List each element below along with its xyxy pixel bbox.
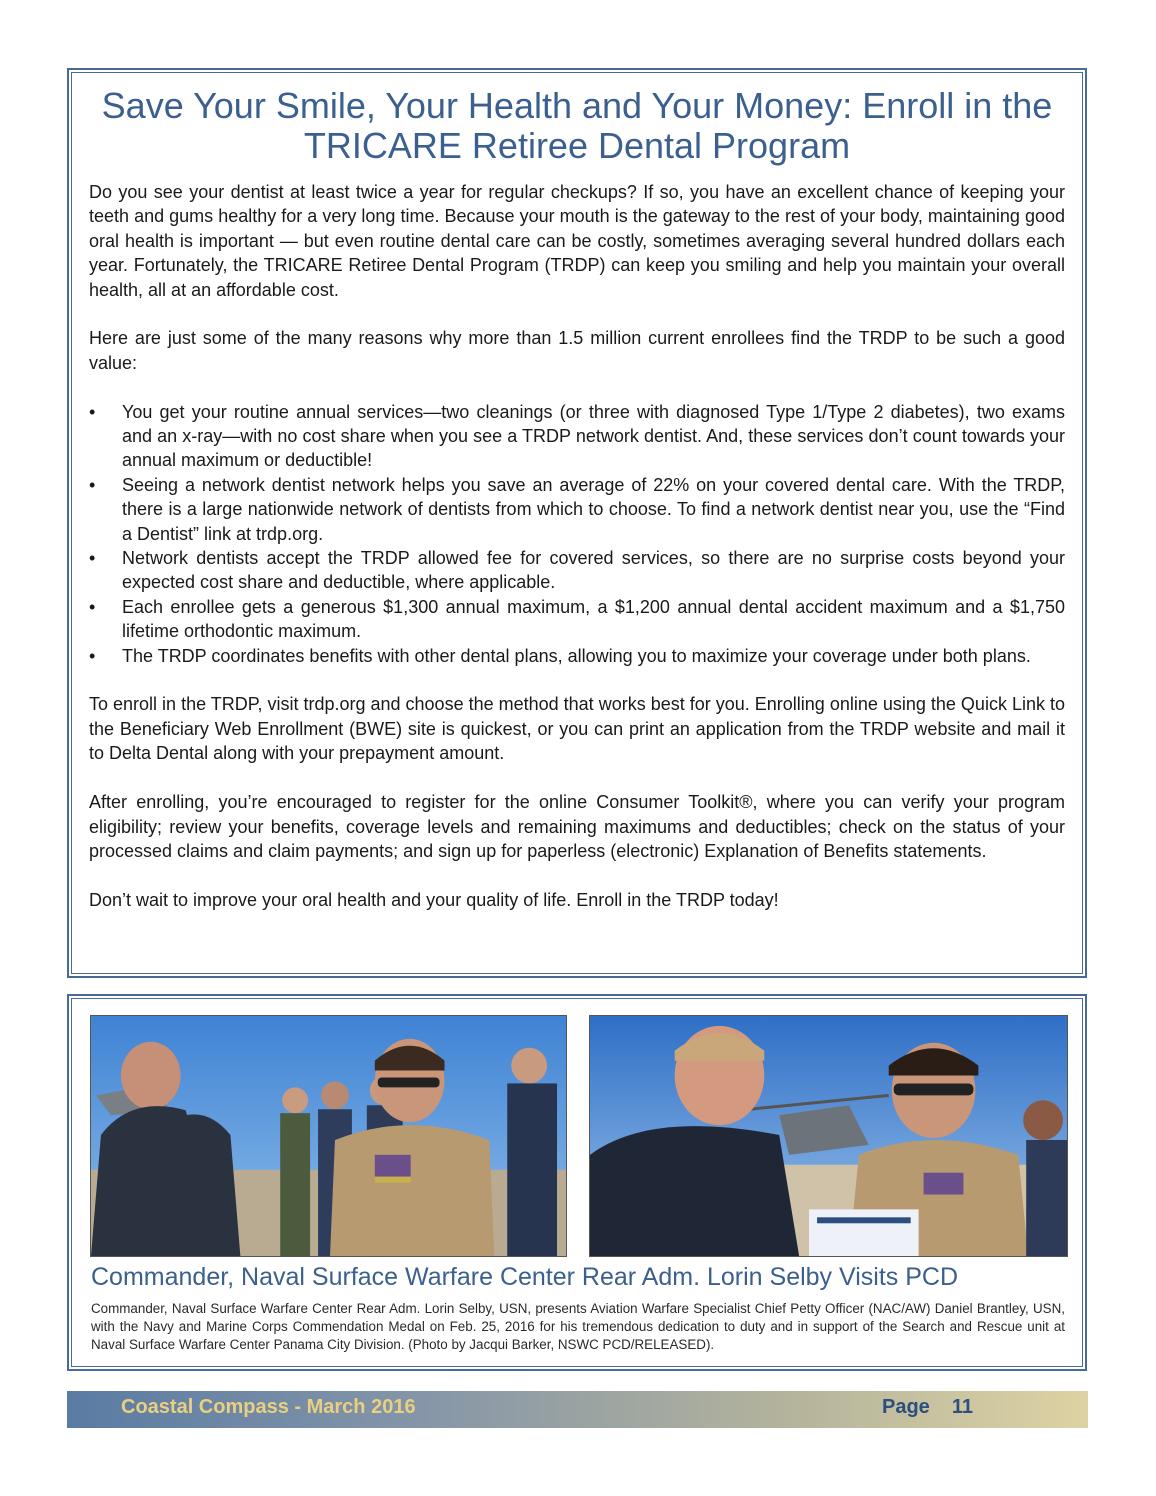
article-paragraph: Here are just some of the many reasons why more than 1.5 million current enrollees find the TRDP to be such a good value: bbox=[89, 328, 1065, 373]
article-paragraph: Do you see your dentist at least twice a year for regular checkups? If so, you have an excellent chance of keeping your teeth and gums healthy for a very long time. Because your mouth is the gateway to the rest of your body, maintaining good oral health is important — but even routine dental care can be costly, sometimes averaging several hundred dollars each year. Fortunately, the TRICARE Retiree Dental Program (TRDP) can keep you smiling and help you maintain your overall health, all at an affordable cost. bbox=[89, 182, 1065, 300]
publication-name: Coastal Compass - March 2016 bbox=[121, 1396, 416, 1418]
list-item-text: The TRDP coordinates benefits with other dental plans, allowing you to maximize your coverage under both plans. bbox=[122, 645, 1031, 666]
list-item bbox=[89, 546, 1065, 595]
page-label: Page bbox=[882, 1396, 930, 1418]
list-item-text: Each enrollee gets a generous $1,300 annual maximum, a $1,200 annual dental accident maximum and a $1,750 lifetime orthodontic maximum. bbox=[122, 596, 1065, 642]
ceremony-photo-left bbox=[90, 1015, 567, 1257]
photo-feature-box bbox=[67, 994, 1087, 1371]
page-number-block bbox=[882, 1396, 973, 1419]
article-body bbox=[89, 180, 1065, 937]
bullet-icon: • bbox=[89, 645, 96, 666]
caption-title: Commander, Naval Surface Warfare Center Rear Adm. Lorin Selby Visits PCD bbox=[91, 1263, 959, 1291]
list-item bbox=[89, 644, 1065, 668]
page-footer bbox=[67, 1391, 1088, 1428]
bullet-icon: • bbox=[89, 401, 96, 422]
article-paragraph: Don’t wait to improve your oral health and your quality of life. Enroll in the TRDP today! bbox=[89, 889, 779, 910]
bullet-icon: • bbox=[89, 548, 96, 569]
page-number: 11 bbox=[951, 1396, 973, 1418]
article-paragraph: To enroll in the TRDP, visit trdp.org and choose the method that works best for you. Enrolling online using the Quick Link to the Beneficiary Web Enrollment (BWE) site is quickest, or you can print an application from the TRDP website and mail it to Delta Dental along with your prepayment amount. bbox=[89, 694, 1065, 764]
benefits-list bbox=[89, 400, 1065, 668]
list-item-text: Network dentists accept the TRDP allowed fee for covered services, so there are no surprise costs beyond your expected cost share and deductible, where applicable. bbox=[122, 548, 1065, 593]
list-item bbox=[89, 400, 1065, 473]
bullet-icon: • bbox=[89, 596, 96, 617]
article-title: Save Your Smile, Your Health and Your Money: Enroll in the TRICARE Retiree Dental Program bbox=[101, 85, 1053, 166]
article-paragraph: After enrolling, you’re encouraged to register for the online Consumer Toolkit®, where you can verify your program eligibility; review your benefits, coverage levels and remaining maximums and deductibles; check on the status of your processed claims and claim payments; and sign up for paperless (electronic) Explanation of Benefits statements. bbox=[89, 792, 1065, 861]
list-item-text: Seeing a network dentist network helps you save an average of 22% on your covered dental care. With the TRDP, there is a large nationwide network of dentists from which to choose. To find a network dentist near you, use the “Find a Dentist” link at trdp.org. bbox=[122, 474, 1065, 544]
list-item bbox=[89, 595, 1065, 644]
list-item-text: You get your routine annual services—two cleanings (or three with diagnosed Type 1/Type 2 diabetes), two exams and an x-ray—with no cost share when you see a TRDP network dentist. And, these services don’t count towards your annual maximum or deductible! bbox=[122, 401, 1065, 471]
caption-text: Commander, Naval Surface Warfare Center Rear Adm. Lorin Selby, USN, presents Aviation Warfare Specialist Chief Petty Officer (NAC/AW) Daniel Brantley, USN, with the Navy and Marine Corps Commendation Medal on Feb. 25, 2016 for his tremendous dedication to duty and in support of the Search and Rescue unit at Naval Surface Warfare Center Panama City Division. (Photo by Jacqui Barker, NSWC PCD/RELEASED). bbox=[91, 1301, 1065, 1352]
list-item bbox=[89, 473, 1065, 546]
article-box bbox=[67, 68, 1087, 978]
bullet-icon: • bbox=[89, 474, 96, 495]
ceremony-photo-right bbox=[589, 1015, 1068, 1257]
